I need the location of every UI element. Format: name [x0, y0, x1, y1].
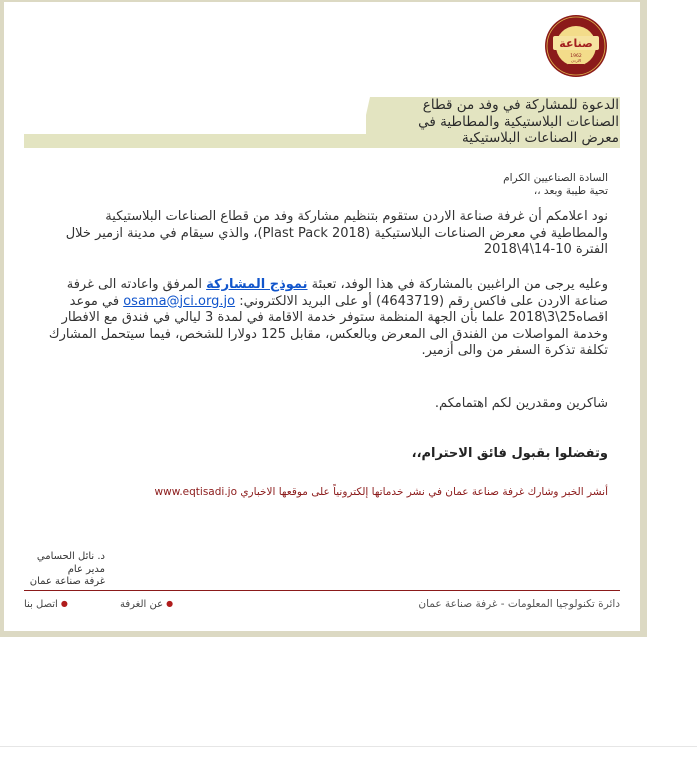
- signature-org: غرفة صناعة عمان: [29, 576, 105, 587]
- email-link[interactable]: osama@jci.org.jo: [123, 293, 236, 309]
- signature-name: د. نائل الحسامي: [36, 551, 105, 562]
- share-text: أنشر الخبر وشارك غرفة صناعة عمان في نشر خدماتها إلكترونياً على موقعها الاخباري: [237, 486, 608, 498]
- title-line-2: الصناعات البلاستيكية والمطاطية في: [418, 113, 619, 130]
- thanks-text: شاكرين ومقدرين لكم اهتمامكم.: [434, 396, 608, 411]
- title-line-1: الدعوة للمشاركة في وفد من قطاع: [422, 97, 619, 113]
- news-site-link[interactable]: www.eqtisadi.jo: [154, 486, 237, 498]
- greeting-line-2: تحية طيبة وبعد ،،: [533, 185, 608, 197]
- footer-link-about[interactable]: [120, 599, 173, 610]
- footer-divider: [24, 590, 620, 591]
- greeting: [308, 172, 608, 198]
- footer-link-contact-label[interactable]: اتصل بنا: [24, 599, 58, 610]
- logo-country: الاردن: [570, 58, 582, 63]
- page-bottom-divider: [0, 746, 697, 747]
- logo-plate: [568, 64, 584, 69]
- logo-text: صناعة: [559, 37, 593, 50]
- signature-title: مدير عام: [67, 563, 105, 575]
- paragraph-intro: نود اعلامكم أن غرفة صناعة الاردن ستقوم بتنظيم مشاركة وفد من قطاع الصناعات البلاستيكية والمطاطية في معرض الصناعات البلاستيكية (Plast Pack 2018)، والذي سيقام في مدينة ازمير خلال الفترة 10-14\4\2018: [65, 209, 608, 257]
- footer-link-about-label[interactable]: عن الغرفة: [120, 599, 164, 610]
- signature: [0, 551, 105, 589]
- share-notice: [128, 486, 608, 498]
- footer-link-contact[interactable]: [24, 599, 68, 610]
- chamber-logo-icon: [544, 14, 608, 78]
- participation-form-link[interactable]: نموذج المشاركة: [206, 277, 308, 292]
- regards-text: وتفضلوا بقبول فائق الاحترام،،: [411, 446, 608, 461]
- bullet-icon: ●: [166, 599, 174, 608]
- instructions-text-2: المرفق واعادته الى غرفة صناعة الاردن على فاكس رقم (4643719) أو على البريد الالكتروني:: [66, 277, 608, 309]
- announcement-title: [359, 97, 619, 147]
- instructions-text-1: وعليه يرجى من الراغبين بالمشاركة في هذا الوفد، تعبئة: [307, 277, 608, 292]
- logo-year: 1962: [570, 54, 582, 59]
- title-line-3: معرض الصناعات البلاستيكية: [462, 130, 619, 146]
- instructions-text-3: في موعد اقصاه25\3\2018 علما بأن الجهة المنظمة ستوفر خدمة الاقامة في لمدة 3 ليالي في فندق مع الافطار وخدمة المواصلات من الفندق الى المعرض وبالعكس، مقابل 125 دولارا للشخص، فيما سيتحمل المشارك تكلفة تذكرة السفر من والى أزمير.: [48, 293, 608, 358]
- greeting-line-1: السادة الصناعيين الكرام: [503, 172, 608, 184]
- paragraph-instructions: [48, 277, 608, 360]
- bullet-icon: ●: [60, 599, 68, 608]
- footer-department: دائرة تكنولوجيا المعلومات - غرفة صناعة عمان: [418, 598, 620, 610]
